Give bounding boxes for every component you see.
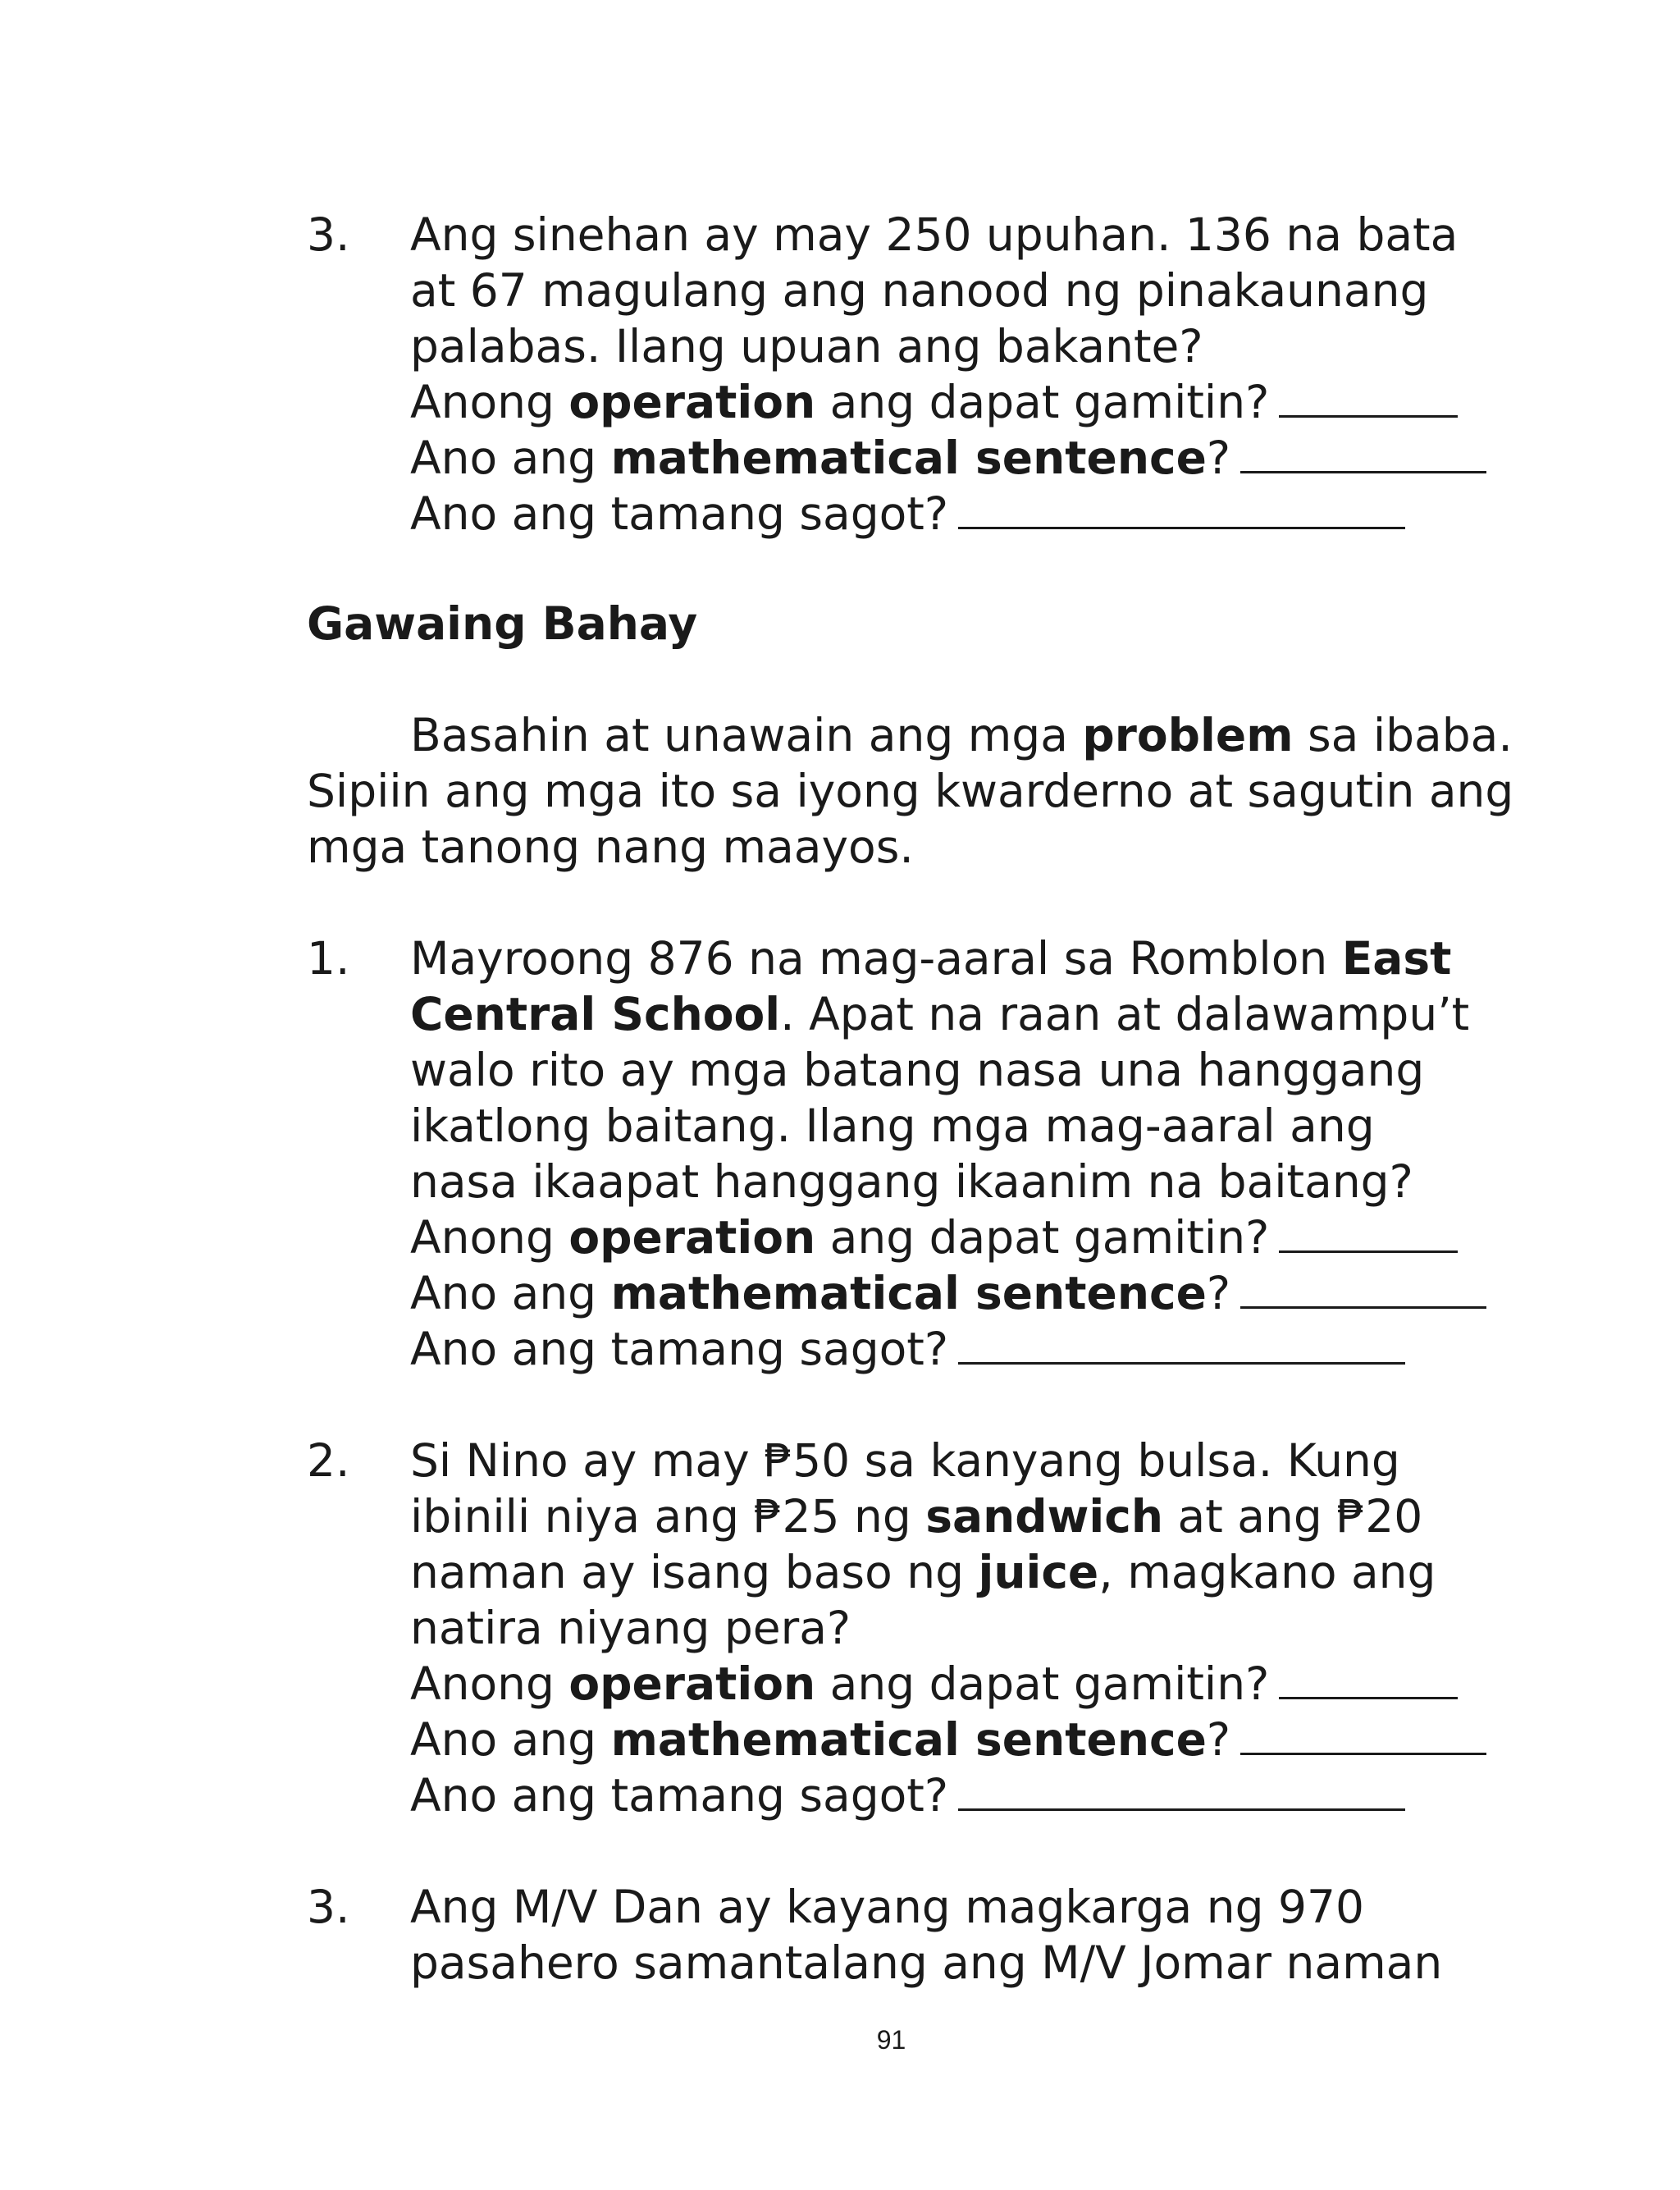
problem-text: walo rito ay mga batang nasa una hanggang [410, 1044, 1425, 1096]
page-number: 91 [876, 2025, 906, 2055]
answer-question: Ano ang tamang sagot? [410, 1767, 1405, 1823]
peso-sign: ₱ [1336, 1490, 1366, 1543]
intro-text: Sipiin ang mga ito sa iyong kwarderno at sagutin ang [307, 765, 1514, 817]
item-number: 3. [307, 208, 350, 261]
answer-blank [1240, 1270, 1486, 1309]
answer-blank [1240, 1717, 1486, 1755]
item-number: 3. [307, 1881, 350, 1933]
answer-question: Ano ang tamang sagot? [410, 1321, 1405, 1377]
operation-question: Anong operation ang dapat gamitin? [410, 1209, 1458, 1265]
answer-question: Ano ang tamang sagot? [410, 486, 1405, 542]
problem-text: Ang M/V Dan ay kayang magkarga ng 970 [410, 1881, 1364, 1933]
peso-sign: ₱ [753, 1490, 783, 1543]
section-heading: Gawaing Bahay [307, 597, 698, 650]
operation-question: Anong operation ang dapat gamitin? [410, 374, 1458, 430]
sentence-question: Ano ang mathematical sentence? [410, 430, 1486, 486]
problem-text: Ang sinehan ay may 250 upuhan. 136 na bata [410, 208, 1459, 261]
operation-question: Anong operation ang dapat gamitin? [410, 1656, 1458, 1712]
answer-blank [1279, 1661, 1458, 1699]
answer-blank [958, 491, 1405, 529]
intro-text: Basahin at unawain ang mga problem sa ibaba. [410, 709, 1513, 761]
answer-blank [1240, 435, 1486, 473]
answer-blank [1279, 379, 1458, 418]
problem-text: Mayroong 876 na mag-aaral sa Romblon East [410, 932, 1452, 985]
answer-blank [958, 1772, 1405, 1811]
item-number: 1. [307, 932, 350, 985]
problem-text: Central School. Apat na raan at dalawampu’t [410, 988, 1470, 1040]
peso-sign: ₱ [764, 1434, 793, 1487]
problem-text: palabas. Ilang upuan ang bakante? [410, 320, 1203, 373]
problem-text: pasahero samantalang ang M/V Jomar naman [410, 1936, 1443, 1989]
problem-text: at 67 magulang ang nanood ng pinakaunang [410, 264, 1429, 317]
item-number: 2. [307, 1434, 350, 1487]
answer-blank [1279, 1214, 1458, 1253]
problem-text: nasa ikaapat hanggang ikaanim na baitang? [410, 1155, 1413, 1208]
problem-text: naman ay isang baso ng juice, magkano ang [410, 1546, 1436, 1598]
intro-text: mga tanong nang maayos. [307, 821, 914, 873]
sentence-question: Ano ang mathematical sentence? [410, 1712, 1486, 1767]
problem-text: natira niyang pera? [410, 1602, 851, 1654]
answer-blank [958, 1326, 1405, 1365]
problem-text: ibinili niya ang ₱25 ng sandwich at ang ₱20 [410, 1490, 1423, 1543]
problem-text: ikatlong baitang. Ilang mga mag-aaral ang [410, 1100, 1375, 1152]
sentence-question: Ano ang mathematical sentence? [410, 1265, 1486, 1321]
problem-text: Si Nino ay may ₱50 sa kanyang bulsa. Kung [410, 1434, 1400, 1487]
